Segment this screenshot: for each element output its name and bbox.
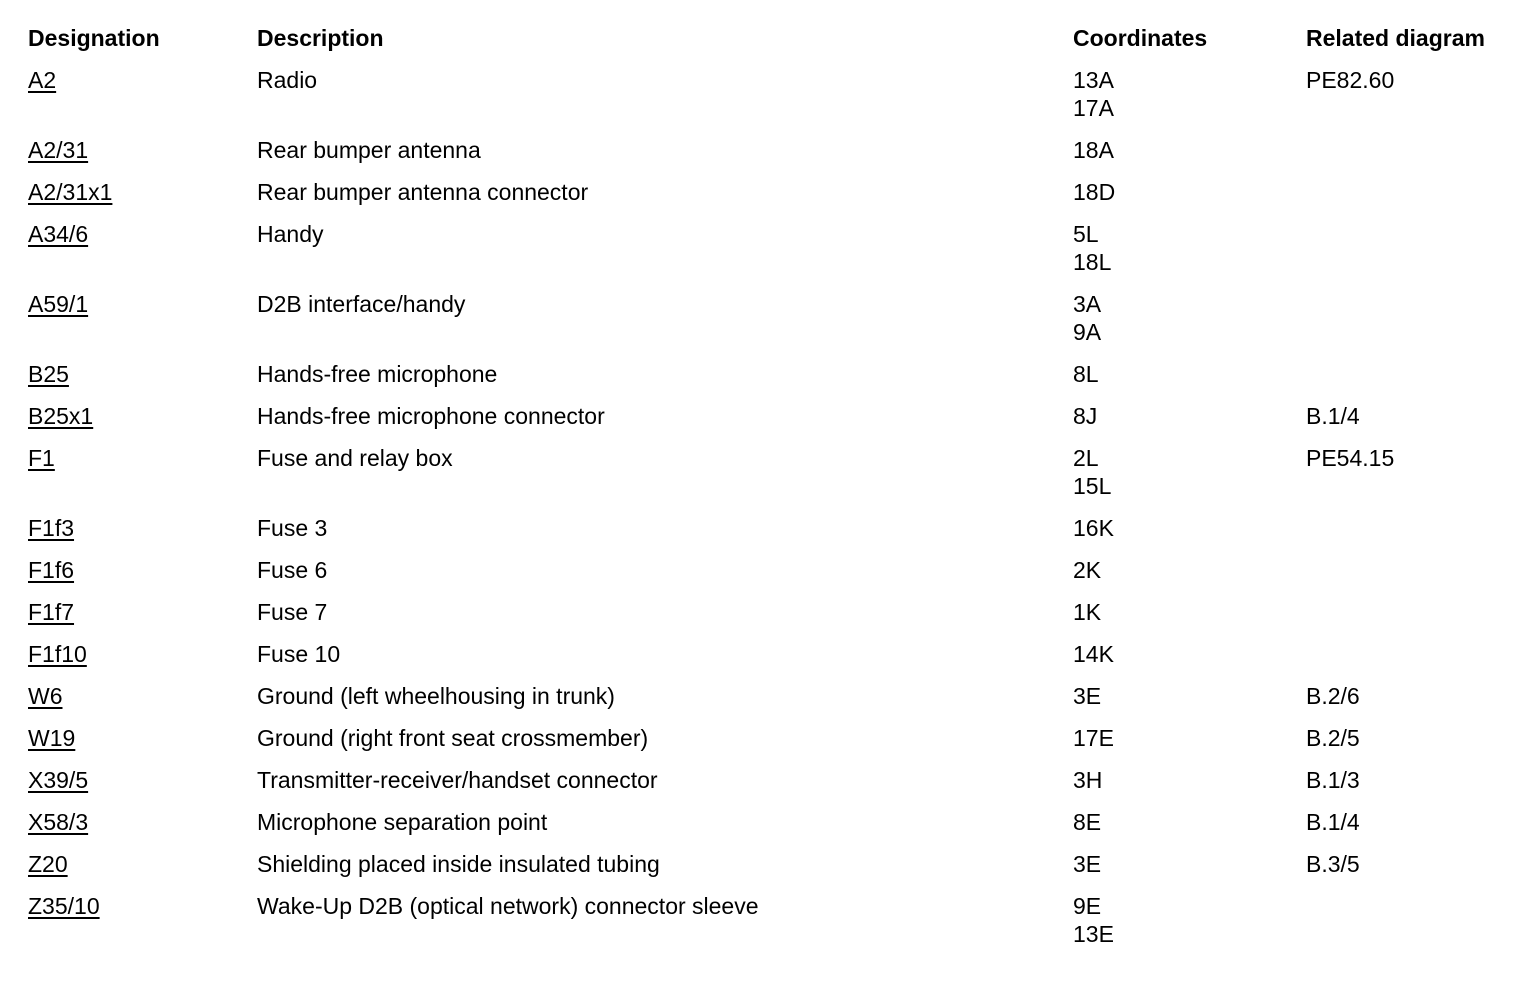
coordinate-value: 18A (1073, 137, 1114, 163)
coordinate-value: 8L (1073, 361, 1099, 387)
designation-link[interactable]: A2 (28, 67, 57, 93)
coordinates-cell (1073, 556, 1306, 584)
component-legend-table (28, 24, 1518, 948)
table-row (28, 122, 1518, 164)
coordinate-value: 16K (1073, 515, 1114, 541)
table-row (28, 710, 1518, 752)
table-row (28, 346, 1518, 388)
designation-cell (28, 724, 257, 752)
table-row (28, 836, 1518, 878)
designation-cell (28, 556, 257, 584)
coordinate-value: 13A (1073, 67, 1114, 93)
coordinates-cell (1073, 808, 1306, 836)
designation-cell (28, 514, 257, 542)
description-cell: Fuse 7 (257, 599, 328, 625)
description-cell: Fuse 6 (257, 557, 328, 583)
coordinates-cell (1073, 640, 1306, 668)
description-cell: Ground (right front seat crossmember) (257, 725, 649, 751)
designation-link[interactable]: F1f6 (28, 557, 75, 583)
related-diagram-cell (1306, 360, 1518, 388)
coordinate-value: 18D (1073, 179, 1116, 205)
coordinate-value: 18L (1073, 249, 1112, 275)
table-row (28, 878, 1518, 948)
description-cell: D2B interface/handy (257, 291, 466, 317)
coordinates-cell (1073, 766, 1306, 794)
designation-cell (28, 808, 257, 836)
description-cell: Fuse 10 (257, 641, 341, 667)
designation-link[interactable]: A34/6 (28, 221, 89, 247)
table-row (28, 164, 1518, 206)
designation-link[interactable]: Z35/10 (28, 893, 100, 919)
table-row (28, 584, 1518, 626)
designation-link[interactable]: A2/31 (28, 137, 89, 163)
description-cell: Rear bumper antenna (257, 137, 481, 163)
related-diagram-cell: PE82.60 (1306, 67, 1395, 93)
coordinate-value: 17E (1073, 725, 1114, 751)
designation-cell (28, 640, 257, 668)
coordinates-cell (1073, 724, 1306, 752)
designation-link[interactable]: F1 (28, 445, 55, 471)
coordinates-cell (1073, 136, 1306, 164)
designation-link[interactable]: A59/1 (28, 291, 89, 317)
designation-cell (28, 178, 257, 206)
header-description: Description (257, 25, 384, 51)
header-related-diagram: Related diagram (1306, 25, 1485, 51)
coordinate-value: 3E (1073, 683, 1102, 709)
description-cell: Radio (257, 67, 318, 93)
table-row (28, 52, 1518, 122)
description-cell: Rear bumper antenna connector (257, 179, 589, 205)
designation-link[interactable]: X39/5 (28, 767, 89, 793)
description-cell: Shielding placed inside insulated tubing (257, 851, 660, 877)
coordinates-cell (1073, 290, 1306, 346)
designation-cell (28, 66, 257, 122)
designation-cell (28, 892, 257, 948)
related-diagram-cell: B.2/6 (1306, 683, 1360, 709)
coordinate-value: 3H (1073, 767, 1103, 793)
coordinates-cell (1073, 514, 1306, 542)
coordinate-value: 9E (1073, 893, 1102, 919)
table-row (28, 752, 1518, 794)
coordinate-value: 3E (1073, 851, 1102, 877)
related-diagram-cell (1306, 514, 1518, 542)
designation-cell (28, 402, 257, 430)
related-diagram-cell (1306, 220, 1518, 276)
designation-link[interactable]: Z20 (28, 851, 68, 877)
related-diagram-cell: B.2/5 (1306, 725, 1360, 751)
designation-cell (28, 220, 257, 276)
designation-cell (28, 360, 257, 388)
coordinate-value: 2K (1073, 557, 1102, 583)
table-header (28, 24, 1518, 52)
table-row (28, 276, 1518, 346)
table-body (28, 52, 1518, 948)
coordinates-cell (1073, 360, 1306, 388)
description-cell: Hands-free microphone (257, 361, 498, 387)
related-diagram-cell (1306, 892, 1518, 948)
related-diagram-cell: B.3/5 (1306, 851, 1360, 877)
designation-link[interactable]: F1f3 (28, 515, 75, 541)
coordinate-value: 9A (1073, 319, 1102, 345)
designation-cell (28, 850, 257, 878)
table-row (28, 430, 1518, 500)
designation-link[interactable]: W6 (28, 683, 63, 709)
coordinates-cell (1073, 598, 1306, 626)
designation-link[interactable]: X58/3 (28, 809, 89, 835)
coordinates-cell (1073, 444, 1306, 500)
designation-link[interactable]: F1f7 (28, 599, 75, 625)
coordinates-cell (1073, 66, 1306, 122)
related-diagram-cell (1306, 556, 1518, 584)
designation-link[interactable]: A2/31x1 (28, 179, 113, 205)
description-cell: Ground (left wheelhousing in trunk) (257, 683, 615, 709)
coordinate-value: 8J (1073, 403, 1098, 429)
designation-cell (28, 136, 257, 164)
table-row (28, 794, 1518, 836)
coordinate-value: 14K (1073, 641, 1114, 667)
designation-link[interactable]: B25x1 (28, 403, 94, 429)
related-diagram-cell: PE54.15 (1306, 445, 1395, 471)
description-cell: Wake-Up D2B (optical network) connector sleeve (257, 893, 759, 919)
related-diagram-cell (1306, 290, 1518, 346)
header-designation: Designation (28, 25, 160, 51)
coordinates-cell (1073, 850, 1306, 878)
related-diagram-cell (1306, 598, 1518, 626)
designation-cell (28, 598, 257, 626)
table-row (28, 206, 1518, 276)
designation-link[interactable]: W19 (28, 725, 76, 751)
related-diagram-cell: B.1/4 (1306, 809, 1360, 835)
designation-cell (28, 682, 257, 710)
coordinates-cell (1073, 892, 1306, 948)
related-diagram-cell (1306, 178, 1518, 206)
coordinate-value: 1K (1073, 599, 1102, 625)
coordinates-cell (1073, 220, 1306, 276)
related-diagram-cell (1306, 136, 1518, 164)
coordinate-value: 3A (1073, 291, 1102, 317)
table-row (28, 388, 1518, 430)
related-diagram-cell: B.1/4 (1306, 403, 1360, 429)
designation-link[interactable]: F1f10 (28, 641, 87, 667)
table-row (28, 500, 1518, 542)
coordinate-value: 5L (1073, 221, 1099, 247)
table-row (28, 626, 1518, 668)
description-cell: Handy (257, 221, 324, 247)
coordinate-value: 8E (1073, 809, 1102, 835)
related-diagram-cell: B.1/3 (1306, 767, 1360, 793)
description-cell: Transmitter-receiver/handset connector (257, 767, 658, 793)
header-coordinates: Coordinates (1073, 25, 1208, 51)
designation-cell (28, 444, 257, 500)
table-row (28, 668, 1518, 710)
description-cell: Microphone separation point (257, 809, 548, 835)
coordinates-cell (1073, 682, 1306, 710)
description-cell: Hands-free microphone connector (257, 403, 605, 429)
coordinate-value: 13E (1073, 921, 1114, 947)
coordinates-cell (1073, 402, 1306, 430)
coordinates-cell (1073, 178, 1306, 206)
related-diagram-cell (1306, 640, 1518, 668)
table-row (28, 542, 1518, 584)
description-cell: Fuse 3 (257, 515, 328, 541)
designation-cell (28, 290, 257, 346)
coordinate-value: 2L (1073, 445, 1099, 471)
coordinate-value: 17A (1073, 95, 1114, 121)
coordinate-value: 15L (1073, 473, 1112, 499)
designation-link[interactable]: B25 (28, 361, 69, 387)
description-cell: Fuse and relay box (257, 445, 453, 471)
designation-cell (28, 766, 257, 794)
